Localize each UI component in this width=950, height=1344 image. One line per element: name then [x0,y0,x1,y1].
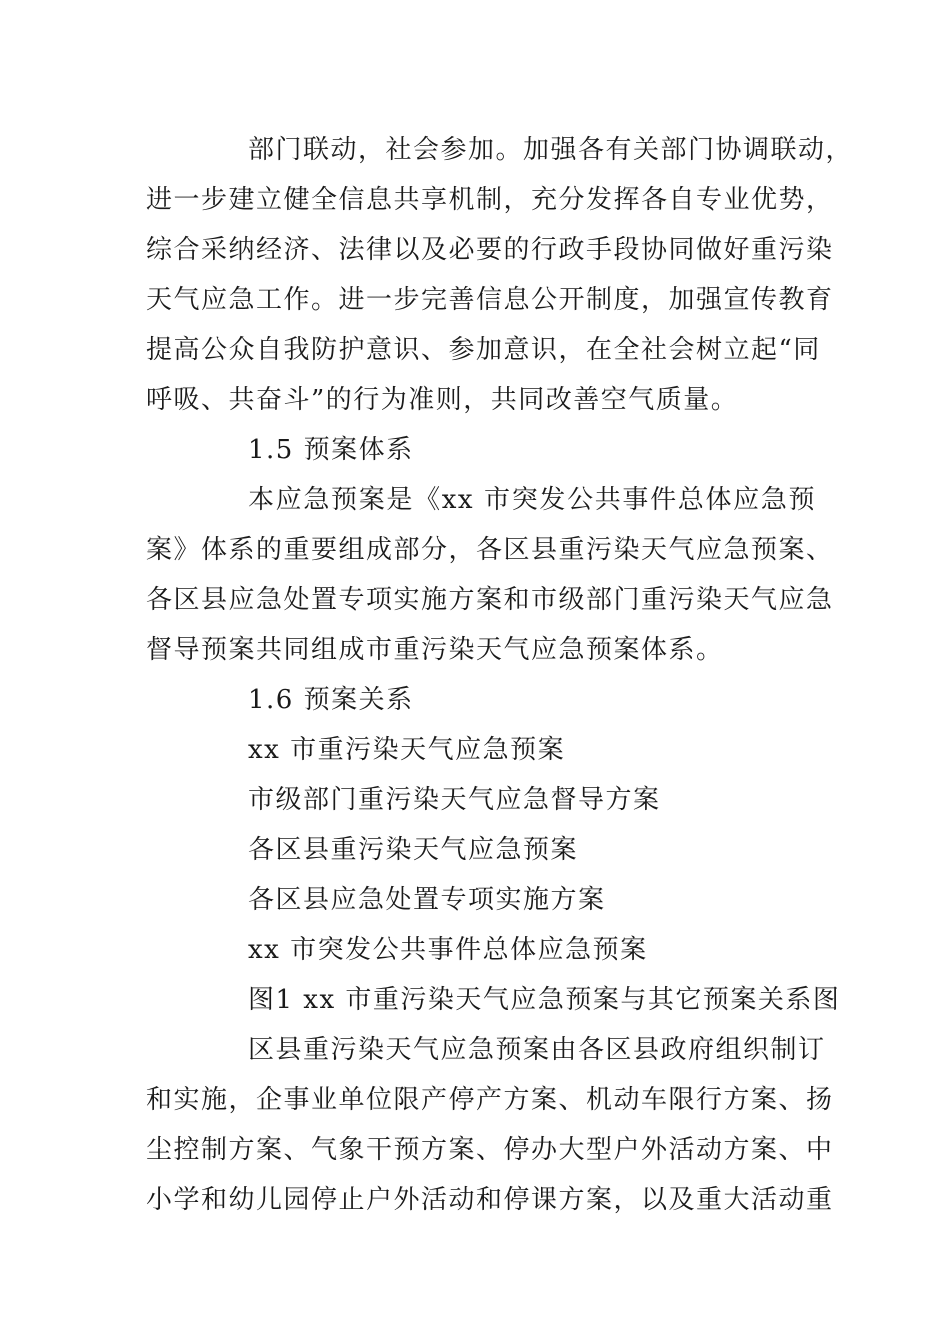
paragraph-line: 案》体系的重要组成部分，各区县重污染天气应急预案、 [146,535,834,565]
paragraph-line: 和实施，企事业单位限产停产方案、机动车限行方案、扬 [146,1085,834,1115]
section-heading-1-5: 1.5 预案体系 [248,435,414,465]
paragraph-line: 进一步建立健全信息共享机制，充分发挥各自专业优势， [146,185,834,215]
paragraph-line: 天气应急工作。进一步完善信息公开制度，加强宣传教育 [146,285,834,315]
figure-caption: 图1 xx 市重污染天气应急预案与其它预案关系图 [248,985,841,1015]
paragraph-line: 督导预案共同组成市重污染天气应急预案体系。 [146,635,724,665]
paragraph-line: 区县重污染天气应急预案由各区县政府组织制订 [248,1035,826,1065]
paragraph-line: 部门联动，社会参加。加强各有关部门协调联动， [248,135,854,165]
paragraph-line: 呼吸、共奋斗”的行为准则，共同改善空气质量。 [146,385,739,415]
paragraph-line: 尘控制方案、气象干预方案、停办大型户外活动方案、中 [146,1135,834,1165]
plan-list-item: 各区县应急处置专项实施方案 [248,885,606,915]
plan-list-item: 各区县重污染天气应急预案 [248,835,579,865]
paragraph-line: 本应急预案是《xx 市突发公共事件总体应急预 [248,485,816,515]
plan-list-item: xx 市突发公共事件总体应急预案 [248,935,648,965]
plan-list-item: xx 市重污染天气应急预案 [248,735,566,765]
plan-list-item: 市级部门重污染天气应急督导方案 [248,785,661,815]
paragraph-line: 综合采纳经济、法律以及必要的行政手段协同做好重污染 [146,235,834,265]
section-heading-1-6: 1.6 预案关系 [248,685,414,715]
paragraph-line: 小学和幼儿园停止户外活动和停课方案，以及重大活动重 [146,1185,834,1215]
paragraph-line: 提高公众自我防护意识、参加意识，在全社会树立起“同 [146,335,821,365]
paragraph-line: 各区县应急处置专项实施方案和市级部门重污染天气应急 [146,585,834,615]
